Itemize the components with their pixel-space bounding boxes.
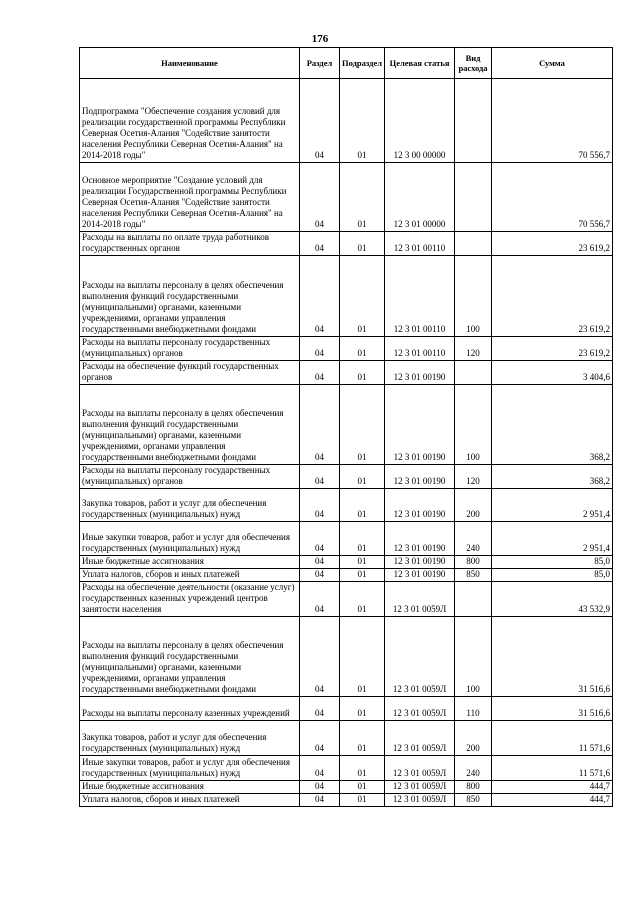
row-expense-type: 200 [455, 489, 492, 522]
row-expense-type: 100 [455, 617, 492, 697]
row-subsection: 01 [340, 569, 385, 582]
row-amount: 444,7 [492, 794, 613, 807]
row-section: 04 [300, 556, 340, 569]
budget-table [79, 47, 613, 807]
row-target-article: 12 3 01 00190 [385, 569, 455, 582]
row-subsection: 01 [340, 781, 385, 794]
row-subsection: 01 [340, 697, 385, 721]
row-target-article: 12 3 01 00190 [385, 465, 455, 489]
row-amount: 2 951,4 [492, 522, 613, 556]
row-name: Расходы на выплаты персоналу государственных (муниципальных) органов [80, 465, 300, 489]
table-row [80, 465, 613, 489]
table-row [80, 361, 613, 385]
table-row [80, 489, 613, 522]
row-name: Расходы на выплаты по оплате труда работников государственных органов [80, 232, 300, 256]
row-amount: 444,7 [492, 781, 613, 794]
table-row [80, 337, 613, 361]
row-subsection: 01 [340, 337, 385, 361]
row-name: Иные закупки товаров, работ и услуг для обеспечения государственных (муниципальных) нужд [80, 756, 300, 781]
row-section: 04 [300, 385, 340, 465]
row-subsection: 01 [340, 361, 385, 385]
table-row [80, 617, 613, 697]
table-header-row [80, 48, 613, 79]
row-expense-type: 240 [455, 522, 492, 556]
row-subsection: 01 [340, 163, 385, 232]
row-name: Закупка товаров, работ и услуг для обеспечения государственных (муниципальных) нужд [80, 489, 300, 522]
row-target-article: 12 3 01 00000 [385, 163, 455, 232]
row-amount: 2 951,4 [492, 489, 613, 522]
row-name: Расходы на обеспечение деятельности (оказание услуг) государственных казенных учреждений центров занятости населения [80, 582, 300, 617]
row-target-article: 12 3 01 0059Л [385, 781, 455, 794]
row-amount: 23 619,2 [492, 337, 613, 361]
row-amount: 23 619,2 [492, 232, 613, 256]
row-expense-type: 240 [455, 756, 492, 781]
row-amount: 11 571,6 [492, 721, 613, 756]
row-section: 04 [300, 337, 340, 361]
header-expense-type: Вид расхода [455, 48, 492, 79]
row-expense-type [455, 232, 492, 256]
row-section: 04 [300, 781, 340, 794]
row-name: Расходы на выплаты персоналу государственных (муниципальных) органов [80, 337, 300, 361]
row-target-article: 12 3 01 0059Л [385, 794, 455, 807]
row-target-article: 12 3 01 00110 [385, 256, 455, 337]
row-target-article: 12 3 01 0059Л [385, 697, 455, 721]
row-section: 04 [300, 617, 340, 697]
row-name: Иные бюджетные ассигнования [80, 556, 300, 569]
row-expense-type: 110 [455, 697, 492, 721]
row-section: 04 [300, 582, 340, 617]
row-subsection: 01 [340, 756, 385, 781]
header-target-article: Целевая статья [385, 48, 455, 79]
row-target-article: 12 3 01 00190 [385, 385, 455, 465]
row-subsection: 01 [340, 489, 385, 522]
row-expense-type: 120 [455, 465, 492, 489]
table-row [80, 79, 613, 163]
row-amount: 23 619,2 [492, 256, 613, 337]
row-target-article: 12 3 01 00190 [385, 522, 455, 556]
row-amount: 85,0 [492, 556, 613, 569]
row-section: 04 [300, 79, 340, 163]
row-subsection: 01 [340, 556, 385, 569]
row-name: Иные закупки товаров, работ и услуг для обеспечения государственных (муниципальных) нужд [80, 522, 300, 556]
table-row [80, 522, 613, 556]
row-expense-type [455, 79, 492, 163]
row-expense-type: 200 [455, 721, 492, 756]
table-body [80, 79, 613, 807]
page-number: 176 [311, 33, 329, 45]
header-section: Раздел [300, 48, 340, 79]
row-amount: 43 532,9 [492, 582, 613, 617]
row-subsection: 01 [340, 232, 385, 256]
row-subsection: 01 [340, 794, 385, 807]
row-target-article: 12 3 00 00000 [385, 79, 455, 163]
row-name: Расходы на выплаты персоналу в целях обеспечения выполнения функций государственными (муниципальными) органами, казенными учреждениями, органами управления государственными внебюджетными фондами [80, 385, 300, 465]
row-expense-type [455, 582, 492, 617]
row-subsection: 01 [340, 79, 385, 163]
row-section: 04 [300, 163, 340, 232]
row-subsection: 01 [340, 617, 385, 697]
row-name: Расходы на выплаты персоналу в целях обеспечения выполнения функций государственными (муниципальными) органами, казенными учреждениями, органами управления государственными внебюджетными фондами [80, 617, 300, 697]
row-target-article: 12 3 01 0059Л [385, 617, 455, 697]
row-amount: 70 556,7 [492, 163, 613, 232]
row-name: Расходы на обеспечение функций государственных органов [80, 361, 300, 385]
row-target-article: 12 3 01 0059Л [385, 721, 455, 756]
row-target-article: 12 3 01 00110 [385, 337, 455, 361]
row-amount: 3 404,6 [492, 361, 613, 385]
table-row [80, 794, 613, 807]
row-expense-type: 850 [455, 794, 492, 807]
row-subsection: 01 [340, 465, 385, 489]
row-amount: 70 556,7 [492, 79, 613, 163]
row-amount: 85,0 [492, 569, 613, 582]
table-row [80, 256, 613, 337]
row-target-article: 12 3 01 00190 [385, 489, 455, 522]
table-row [80, 232, 613, 256]
header-name: Наименование [80, 48, 300, 79]
row-name: Уплата налогов, сборов и иных платежей [80, 569, 300, 582]
row-section: 04 [300, 465, 340, 489]
row-name: Иные бюджетные ассигнования [80, 781, 300, 794]
row-name: Закупка товаров, работ и услуг для обеспечения государственных (муниципальных) нужд [80, 721, 300, 756]
table-row [80, 582, 613, 617]
row-expense-type: 800 [455, 781, 492, 794]
row-section: 04 [300, 569, 340, 582]
row-expense-type: 800 [455, 556, 492, 569]
row-section: 04 [300, 232, 340, 256]
row-section: 04 [300, 361, 340, 385]
header-subsection: Подраздел [340, 48, 385, 79]
table-row [80, 385, 613, 465]
row-subsection: 01 [340, 522, 385, 556]
row-expense-type: 100 [455, 385, 492, 465]
row-amount: 368,2 [492, 465, 613, 489]
row-section: 04 [300, 794, 340, 807]
row-section: 04 [300, 256, 340, 337]
table-row [80, 781, 613, 794]
row-target-article: 12 3 01 00190 [385, 556, 455, 569]
row-target-article: 12 3 01 00190 [385, 361, 455, 385]
row-amount: 31 516,6 [492, 617, 613, 697]
table-row [80, 756, 613, 781]
row-subsection: 01 [340, 256, 385, 337]
header-amount: Сумма [492, 48, 613, 79]
row-target-article: 12 3 01 0059Л [385, 756, 455, 781]
table-row [80, 721, 613, 756]
row-name: Уплата налогов, сборов и иных платежей [80, 794, 300, 807]
row-name: Подпрограмма "Обеспечение создания условий для реализации государственной программы Республики Северная Осетия-Алания "Содействие занятости населения Республики Северная Осетия-Алания" на 2014-2018 годы" [80, 79, 300, 163]
row-section: 04 [300, 697, 340, 721]
table-row [80, 697, 613, 721]
row-subsection: 01 [340, 582, 385, 617]
row-expense-type [455, 361, 492, 385]
row-amount: 11 571,6 [492, 756, 613, 781]
row-amount: 368,2 [492, 385, 613, 465]
row-section: 04 [300, 522, 340, 556]
row-expense-type [455, 163, 492, 232]
row-name: Расходы на выплаты персоналу казенных учреждений [80, 697, 300, 721]
table-row [80, 556, 613, 569]
row-subsection: 01 [340, 721, 385, 756]
row-expense-type: 120 [455, 337, 492, 361]
row-section: 04 [300, 489, 340, 522]
table-row [80, 569, 613, 582]
row-name: Основное мероприятие "Создание условий для реализации Государственной программы Республики Северная Осетия-Алания "Содействие занятости населения Республики Северная Осетия-Алания" на 2014-2018 годы" [80, 163, 300, 232]
row-target-article: 12 3 01 0059Л [385, 582, 455, 617]
row-subsection: 01 [340, 385, 385, 465]
row-name: Расходы на выплаты персоналу в целях обеспечения выполнения функций государственными (муниципальными) органами, казенными учреждениями, органами управления государственными внебюджетными фондами [80, 256, 300, 337]
row-section: 04 [300, 756, 340, 781]
row-section: 04 [300, 721, 340, 756]
row-expense-type: 100 [455, 256, 492, 337]
row-expense-type: 850 [455, 569, 492, 582]
table-row [80, 163, 613, 232]
row-target-article: 12 3 01 00110 [385, 232, 455, 256]
row-amount: 31 516,6 [492, 697, 613, 721]
